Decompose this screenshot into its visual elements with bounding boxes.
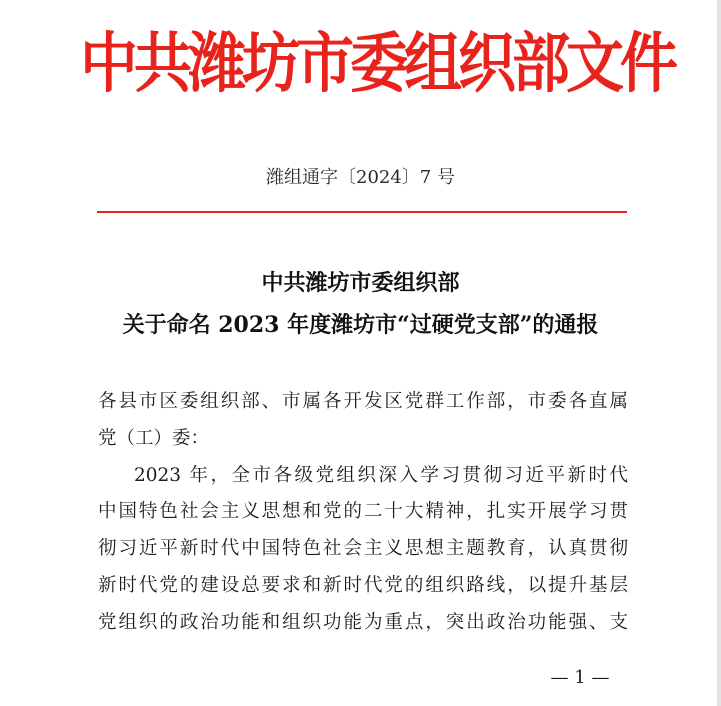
document-number: 潍组通字〔2024〕7 号 xyxy=(266,167,455,188)
body-line: 彻习近平新时代中国特色社会主义思想主题教育，认真贯彻 xyxy=(98,538,628,560)
notice-title-line-1: 中共潍坊市委组织部 xyxy=(261,270,460,296)
body-line: 中国特色社会主义思想和党的二十大精神，扎实开展学习贯 xyxy=(98,501,628,523)
body-line: 党组织的政治功能和组织功能为重点，突出政治功能强、支 xyxy=(98,611,628,633)
document-body xyxy=(98,384,628,642)
document-header-title: 中共潍坊市委组织部文件 xyxy=(80,24,675,102)
notice-title-line-2: 关于命名 2023 年度潍坊市“过硬党支部”的通报 xyxy=(122,312,599,338)
red-divider-line xyxy=(97,211,627,213)
body-line: 党（工）委： xyxy=(98,427,210,449)
page-edge xyxy=(717,0,721,706)
page-number: — 1 — xyxy=(550,667,610,688)
body-line: 新时代党的建设总要求和新时代党的组织路线，以提升基层 xyxy=(98,574,628,596)
body-line: 2023 年，全市各级党组织深入学习贯彻习近平新时代 xyxy=(134,464,628,486)
body-line: 各县市区委组织部、市属各开发区党群工作部，市委各直属 xyxy=(98,391,628,412)
